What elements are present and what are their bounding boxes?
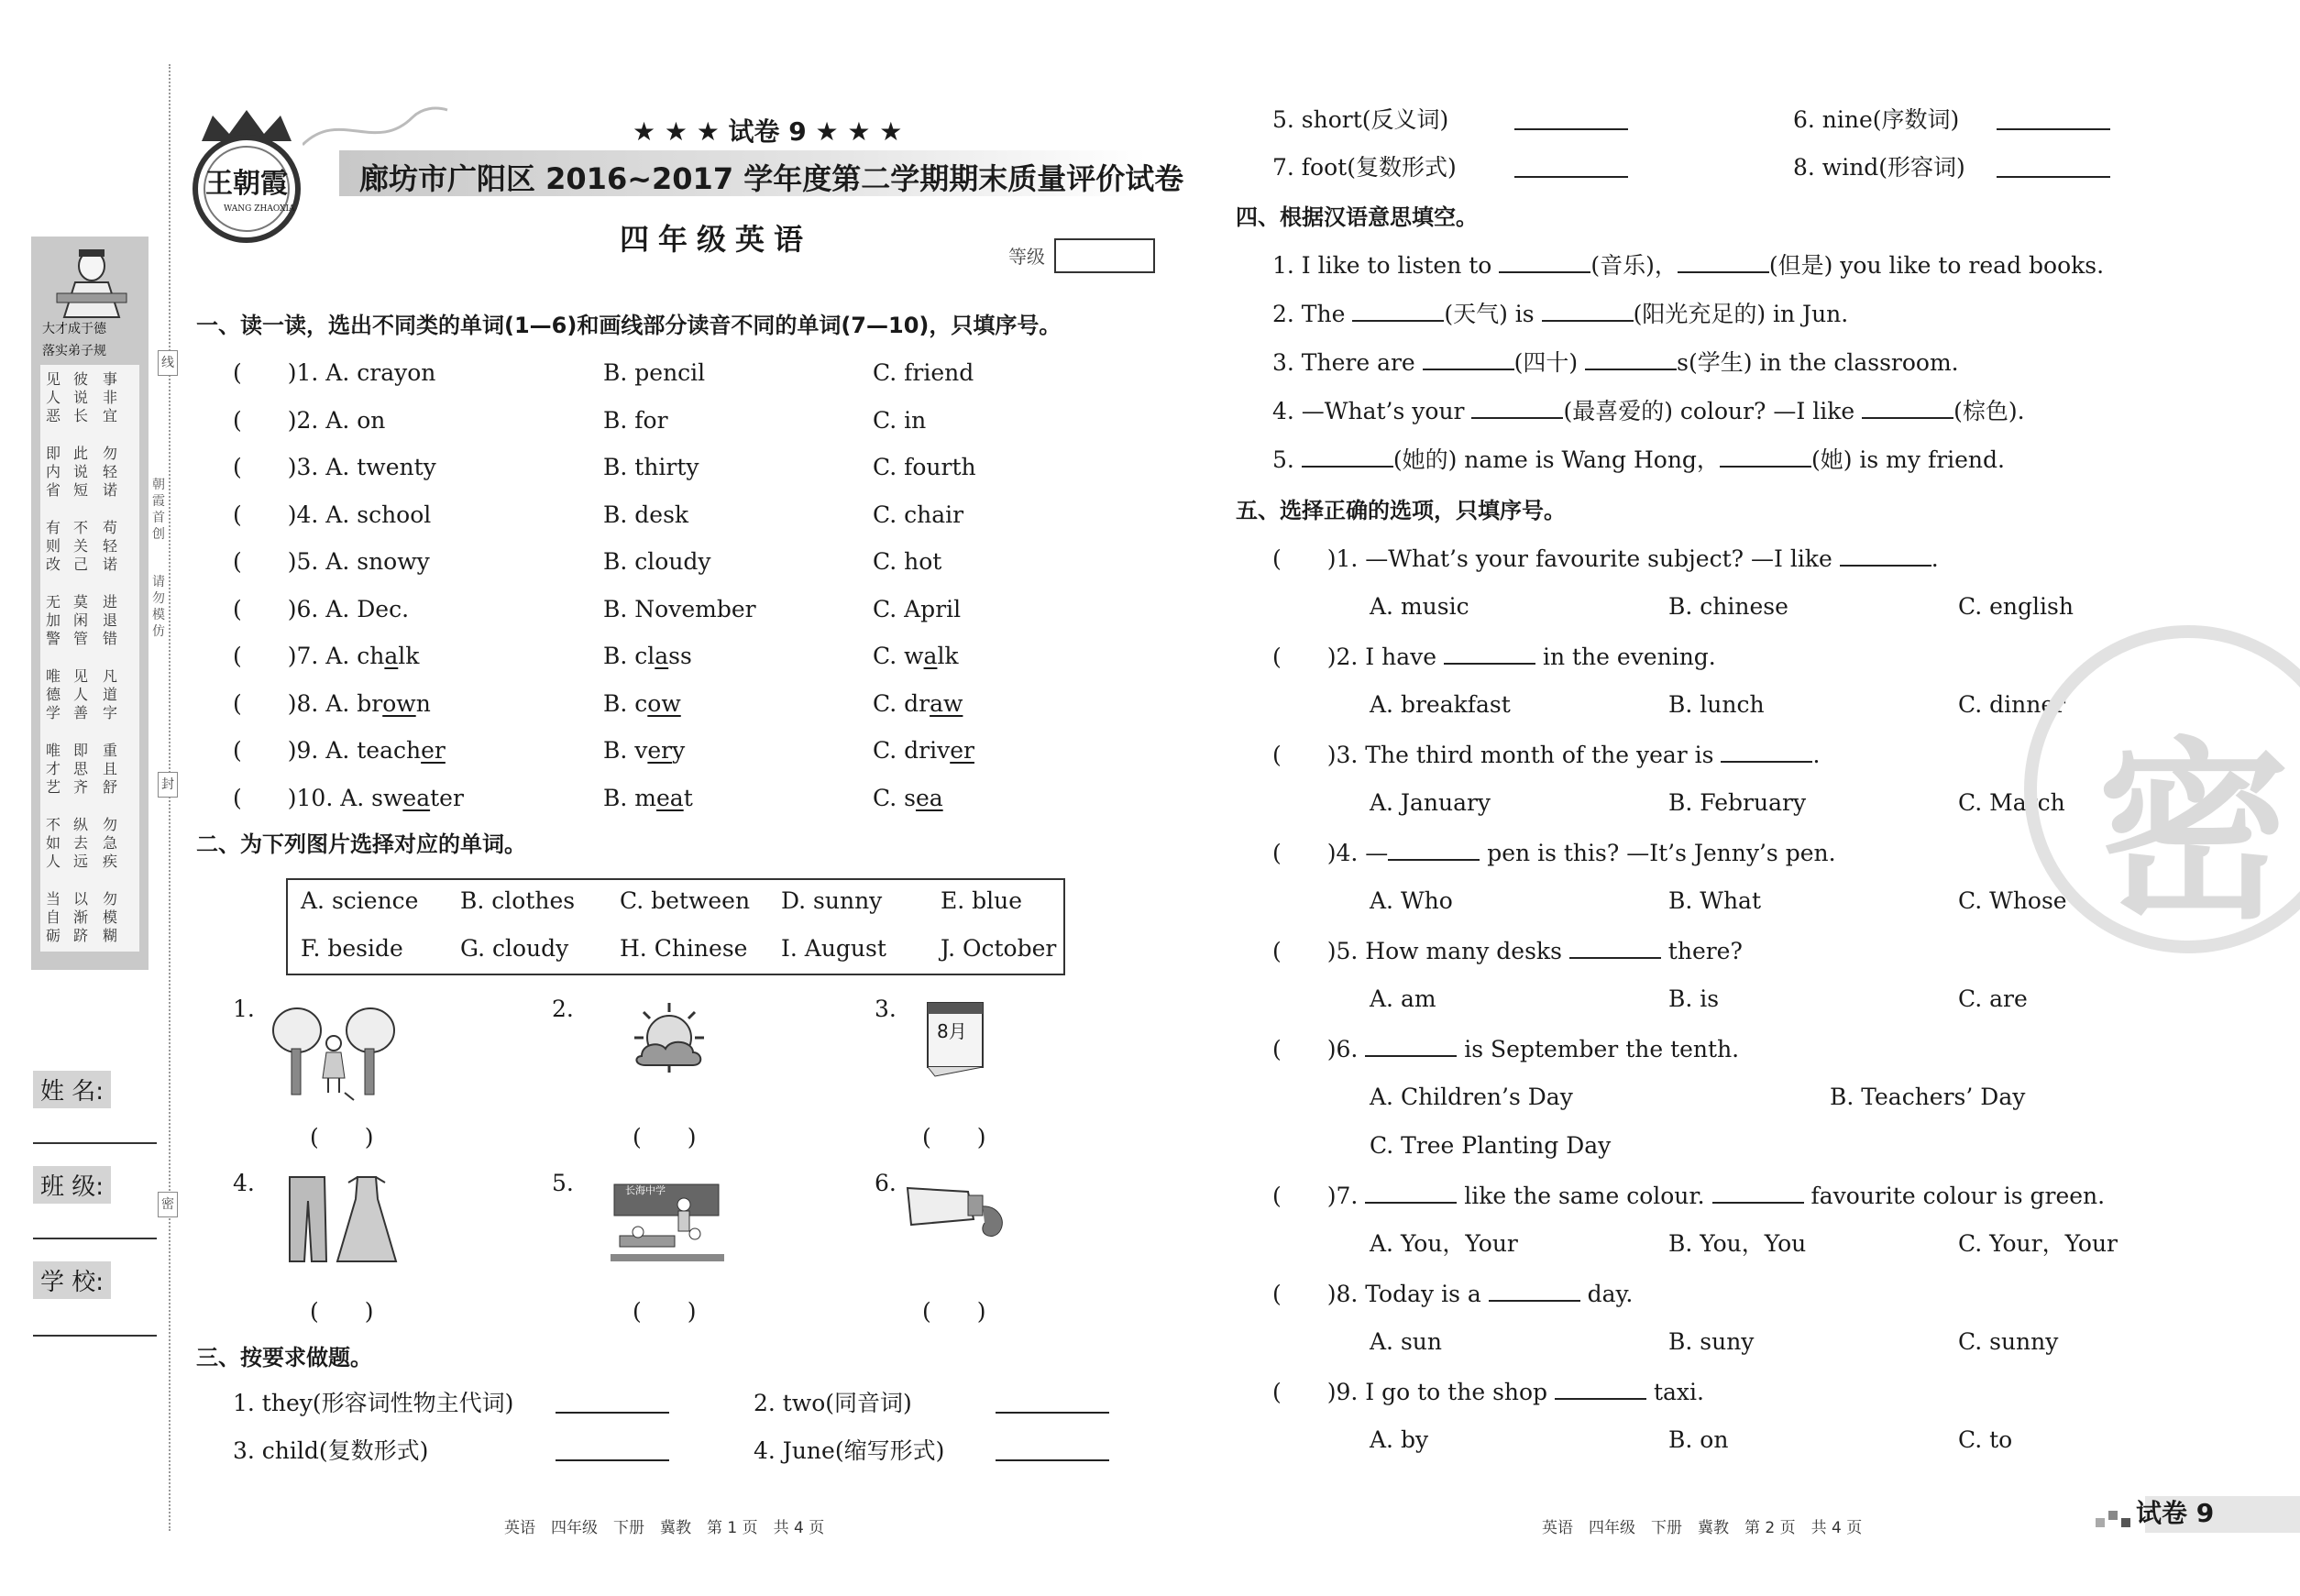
s5-option-b[interactable]: B. is [1668, 985, 1720, 1012]
q1-item-2[interactable]: ( )2. A. on [233, 406, 386, 434]
idiom-phrase: 勿轻诺 [103, 445, 118, 499]
idiom-phrase: 即内省 [46, 445, 61, 499]
q1-option-b: B. cow [603, 689, 681, 717]
idiom-phrase: 此说短 [73, 445, 89, 499]
q1-option-c: C. sea [873, 784, 943, 811]
pic-1-answer[interactable]: ( ) [310, 1124, 374, 1150]
logo-subtext: WANG ZHAOXIA [224, 204, 295, 214]
pic-3-answer[interactable]: ( ) [922, 1124, 986, 1150]
section1-title: 一、读一读，选出不同类的单词(1—6)和画线部分读音不同的单词(7—10)，只填序号。 [196, 313, 1062, 338]
q1-option-c: C. friend [873, 359, 974, 386]
pic-number-1: 1. [233, 996, 255, 1022]
s5-option-c[interactable]: C. March [1958, 789, 2065, 816]
classroom-sign: 长海中学 [625, 1184, 666, 1196]
s5-option-a[interactable]: A. January [1370, 789, 1491, 816]
q1-option-c: C. hot [873, 548, 942, 575]
s5-question-5[interactable]: ( )5. How many desks there? [1272, 938, 1743, 964]
s3-item-3: 3. child(复数形式) [233, 1437, 429, 1464]
s5-option-c[interactable]: C. Whose [1958, 887, 2067, 914]
s5-option-b[interactable]: B. suny [1668, 1328, 1755, 1355]
s5-blank[interactable] [1388, 839, 1480, 861]
q1-item-1[interactable]: ( )1. A. crayon [233, 359, 436, 386]
vocab-word: C. between [620, 887, 751, 914]
underlined-letters: er [421, 737, 446, 764]
q1-option-b: B. very [603, 737, 686, 764]
underlined-letters: a [655, 643, 669, 669]
underlined-letters: aw [930, 689, 963, 717]
s5-question-1[interactable]: ( )1. —What’s your favourite subject? —I like . [1272, 545, 1939, 572]
exam-title: 廊坊市广阳区 2016~2017 学年度第二学期期末质量评价试卷 [359, 161, 1184, 196]
corner-squares [2096, 1505, 2141, 1533]
girl-between-trees-picture [271, 1005, 396, 1109]
s4-item-2: 2. The (天气) is (阳光充足的) in Jun. [1272, 301, 1849, 327]
calendar-text: 8月 [937, 1020, 967, 1042]
q1-phonics-item-10: ( )10. A. sweater [233, 784, 464, 811]
q1-option-b: B. for [603, 406, 668, 434]
school-field[interactable] [33, 1335, 157, 1337]
idiom-phrase: 以渐跻 [73, 890, 89, 944]
vocab-word: F. beside [301, 935, 403, 962]
idiom-phrase: 唯德学 [46, 667, 61, 721]
q1-option-c: C. fourth [873, 454, 976, 480]
vocab-word: G. cloudy [460, 935, 569, 962]
q1-option-b: B. class [603, 643, 692, 669]
idiom-phrase: 不如人 [46, 816, 61, 870]
vocab-word: E. blue [941, 887, 1023, 914]
name-field[interactable] [33, 1142, 157, 1144]
s5-question-6[interactable]: ( )6. is September the tenth. [1272, 1036, 1740, 1062]
s5-option-c[interactable]: C. Your，Your [1958, 1230, 2118, 1257]
s5-option-a[interactable]: A. music [1370, 593, 1469, 620]
idiom-phrase: 见人善 [73, 667, 89, 721]
side-note-original: 朝霞首创 [152, 478, 165, 542]
pic-number-2: 2. [552, 996, 574, 1022]
s5-option-c[interactable]: C. sunny [1958, 1328, 2059, 1355]
s3-answer-4[interactable] [996, 1459, 1109, 1461]
s4-blank[interactable] [1423, 348, 1514, 370]
idiom-phrase: 苟轻诺 [103, 519, 118, 573]
scholar-figure [48, 246, 136, 319]
idiom-phrase: 即思齐 [73, 742, 89, 796]
logo-text: 王朝霞 [205, 168, 288, 200]
s5-option-c[interactable]: C. are [1958, 985, 2028, 1012]
s5-blank[interactable] [1840, 545, 1931, 567]
underlined-letters: ea [402, 784, 431, 811]
pic-2-answer[interactable]: ( ) [633, 1124, 697, 1150]
subject-title: 四年级英语 [620, 222, 813, 257]
pic-4-answer[interactable]: ( ) [310, 1298, 374, 1325]
s5-blank[interactable] [1721, 741, 1812, 763]
vocab-word: D. sunny [781, 887, 883, 914]
s3-item-4: 4. June(缩写形式) [754, 1437, 945, 1464]
q1-item-6[interactable]: ( )6. A. Dec. [233, 595, 410, 622]
pic-number-3: 3. [875, 996, 897, 1022]
s5-question-8[interactable]: ( )8. Today is a day. [1272, 1281, 1634, 1307]
vocab-word: B. clothes [460, 887, 576, 914]
underlined-letters: a [923, 643, 938, 669]
s4-blank[interactable] [1499, 251, 1590, 273]
q1-item-5[interactable]: ( )5. A. snowy [233, 548, 430, 575]
s3-answer-6[interactable] [1997, 128, 2110, 130]
underlined-letters: a [384, 643, 399, 669]
s3-answer-8[interactable] [1997, 176, 2110, 178]
class-label: 班 级: [33, 1166, 111, 1204]
grade-box[interactable] [1054, 238, 1155, 273]
s4-item-1: 1. I like to listen to (音乐)， (但是) you like to read books. [1272, 252, 2105, 279]
s5-option-c[interactable]: C. Tree Planting Day [1370, 1132, 1612, 1159]
s5-option-a[interactable]: A. sun [1370, 1328, 1442, 1355]
q1-option-c: C. walk [873, 643, 959, 669]
pic-number-4: 4. [233, 1170, 255, 1196]
pic-number-5: 5. [552, 1170, 574, 1196]
idiom-phrase: 勿急疾 [103, 816, 118, 870]
s5-option-c[interactable]: C. dinner [1958, 691, 2066, 718]
underlined-letters: ow [382, 689, 416, 717]
idiom-phrase: 重且舒 [103, 742, 118, 796]
q1-option-c: C. April [873, 595, 962, 622]
s5-blank[interactable] [1555, 1378, 1646, 1400]
s3-answer-5[interactable] [1514, 128, 1628, 130]
s3-item-5: 5. short(反义词) [1272, 106, 1449, 133]
s3-item-6: 6. nine(序数词) [1793, 106, 1960, 133]
s4-blank[interactable] [1678, 251, 1769, 273]
s5-option-b[interactable]: B. Teachers’ Day [1830, 1084, 2026, 1110]
s5-option-a[interactable]: A. by [1370, 1426, 1429, 1453]
side-mark-xian: 线 [158, 350, 178, 376]
s5-option-b[interactable]: B. lunch [1668, 691, 1765, 718]
s5-blank[interactable] [1444, 643, 1535, 665]
q1-option-c: C. chair [873, 501, 964, 528]
idiom-phrase: 见人恶 [46, 370, 61, 424]
s3-item-1: 1. they(形容词性物主代词) [233, 1390, 514, 1416]
idiom-phrase: 当自砺 [46, 890, 61, 944]
s4-item-5: 5. (她的) name is Wang Hong， (她) is my friend. [1272, 446, 2005, 473]
side-note-nocopy: 请勿模仿 [152, 575, 165, 639]
name-label: 姓 名: [33, 1071, 111, 1108]
s4-blank[interactable] [1471, 397, 1563, 419]
s5-blank[interactable] [1569, 937, 1661, 959]
idiom-phrase: 凡道字 [103, 667, 118, 721]
motto-line-1: 大才成于德 [42, 322, 106, 336]
q1-option-c: C. driver [873, 737, 974, 764]
section2-title: 二、为下列图片选择对应的单词。 [196, 831, 526, 857]
pic-6-answer[interactable]: ( ) [922, 1298, 986, 1325]
seal-character: 密 [2097, 721, 2291, 945]
idiom-phrase: 有则改 [46, 519, 61, 573]
right-footer: 英语 四年级 下册 冀教 第 2 页 共 4 页 [1542, 1519, 1863, 1537]
s3-answer-3[interactable] [556, 1459, 669, 1461]
s5-blank[interactable] [1365, 1035, 1457, 1057]
section3-title: 三、按要求做题。 [196, 1345, 372, 1370]
s5-option-b[interactable]: B. on [1668, 1426, 1729, 1453]
s5-option-c[interactable]: C. english [1958, 593, 2074, 620]
idiom-phrase: 无加警 [46, 593, 61, 647]
s5-question-9[interactable]: ( )9. I go to the shop taxi. [1272, 1379, 1704, 1405]
s5-blank[interactable] [1712, 1182, 1804, 1204]
s5-question-7[interactable]: ( )7. like the same colour. favourite colour is green. [1272, 1183, 2106, 1209]
vocab-word: I. August [781, 935, 886, 962]
s3-answer-7[interactable] [1514, 176, 1628, 178]
paper-label: ★ ★ ★ 试卷 9 ★ ★ ★ [633, 116, 903, 147]
side-mark-mi: 密 [158, 1192, 178, 1217]
idiom-phrase: 进退错 [103, 593, 118, 647]
s4-item-4: 4. —What’s your (最喜爱的) colour? —I like (棕色). [1272, 398, 2025, 424]
idiom-phrase: 事非宜 [103, 370, 118, 424]
underlined-letters: ow [647, 689, 681, 717]
q1-option-c: C. draw [873, 689, 963, 717]
s5-option-a[interactable]: A. breakfast [1370, 691, 1511, 718]
idiom-phrase: 勿模糊 [103, 890, 118, 944]
s4-blank[interactable] [1352, 300, 1444, 322]
q1-option-c: C. in [873, 406, 927, 434]
q1-option-b: B. pencil [603, 359, 706, 386]
q1-option-b: B. November [603, 595, 756, 622]
motto-line-2: 落实弟子规 [42, 344, 106, 358]
s3-answer-1[interactable] [556, 1412, 669, 1414]
s5-option-b[interactable]: B. What [1668, 887, 1762, 914]
pic-number-6: 6. [875, 1170, 897, 1196]
s5-option-b[interactable]: B. You，You [1668, 1230, 1807, 1257]
section5-title: 五、选择正确的选项，只填序号。 [1236, 498, 1566, 523]
s5-option-b[interactable]: B. February [1668, 789, 1807, 816]
q1-option-b: B. meat [603, 784, 693, 811]
idiom-phrase: 纵去远 [73, 816, 89, 870]
idiom-phrase: 不关己 [73, 519, 89, 573]
school-label: 学 校: [33, 1261, 111, 1299]
s4-blank[interactable] [1720, 446, 1811, 468]
vocab-word: A. science [301, 887, 419, 914]
side-mark-feng: 封 [158, 772, 178, 798]
vocab-word: J. October [941, 935, 1057, 962]
idiom-phrase: 彼说长 [73, 370, 89, 424]
s5-option-a[interactable]: A. am [1370, 985, 1436, 1012]
corner-label: 试卷 9 [2136, 1498, 2215, 1528]
sun-cloud-picture [623, 999, 715, 1085]
underlined-letters: ea [915, 784, 943, 811]
s4-item-3: 3. There are (四十) s(学生) in the classroom. [1272, 349, 1959, 376]
s5-option-a[interactable]: A. Children’s Day [1370, 1084, 1573, 1110]
ribbon-swirl [303, 99, 449, 154]
s5-blank[interactable] [1365, 1182, 1457, 1204]
s5-blank[interactable] [1489, 1280, 1580, 1302]
section4-title: 四、根据汉语意思填空。 [1236, 204, 1478, 230]
s4-blank[interactable] [1862, 397, 1953, 419]
s3-item-7: 7. foot(复数形式) [1272, 154, 1457, 181]
paint-tube-picture [904, 1183, 1014, 1250]
s4-blank[interactable] [1542, 300, 1634, 322]
q1-phonics-item-8: ( )8. A. brown [233, 689, 431, 717]
vocab-word: H. Chinese [620, 935, 748, 962]
pic-5-answer[interactable]: ( ) [633, 1298, 697, 1325]
q1-item-3[interactable]: ( )3. A. twenty [233, 454, 436, 480]
q1-phonics-item-9: ( )9. A. teacher [233, 737, 446, 764]
q1-option-b: B. desk [603, 501, 689, 528]
q1-option-b: B. thirty [603, 454, 699, 480]
s5-question-4[interactable]: ( )4. — pen is this? —It’s Jenny’s pen. [1272, 840, 1836, 866]
idiom-phrase: 莫闲管 [73, 593, 89, 647]
s3-item-8: 8. wind(形容词) [1793, 154, 1965, 181]
s5-question-3[interactable]: ( )3. The third month of the year is . [1272, 742, 1821, 768]
q1-phonics-item-7: ( )7. A. chalk [233, 643, 420, 669]
q1-option-b: B. cloudy [603, 548, 711, 575]
clothes-picture [284, 1173, 403, 1269]
underlined-letters: ea [655, 784, 684, 811]
binding-dotted-line [169, 64, 171, 1531]
s5-option-a[interactable]: A. You，Your [1370, 1230, 1518, 1257]
s3-item-2: 2. two(同音词) [754, 1390, 912, 1416]
class-field[interactable] [33, 1238, 157, 1239]
s5-question-2[interactable]: ( )2. I have in the evening. [1272, 644, 1716, 670]
idiom-phrase: 唯才艺 [46, 742, 61, 796]
grade-label: 等级 [1008, 246, 1045, 268]
s4-blank[interactable] [1302, 446, 1393, 468]
s5-option-b[interactable]: B. chinese [1668, 593, 1788, 620]
underlined-letters: er [950, 737, 974, 764]
s5-option-c[interactable]: C. to [1958, 1426, 2013, 1453]
q1-item-4[interactable]: ( )4. A. school [233, 501, 432, 528]
s3-answer-2[interactable] [996, 1412, 1109, 1414]
s5-option-a[interactable]: A. Who [1370, 887, 1453, 914]
s4-blank[interactable] [1585, 348, 1677, 370]
left-footer: 英语 四年级 下册 冀教 第 1 页 共 4 页 [504, 1519, 825, 1537]
underlined-letters: er [647, 737, 673, 764]
